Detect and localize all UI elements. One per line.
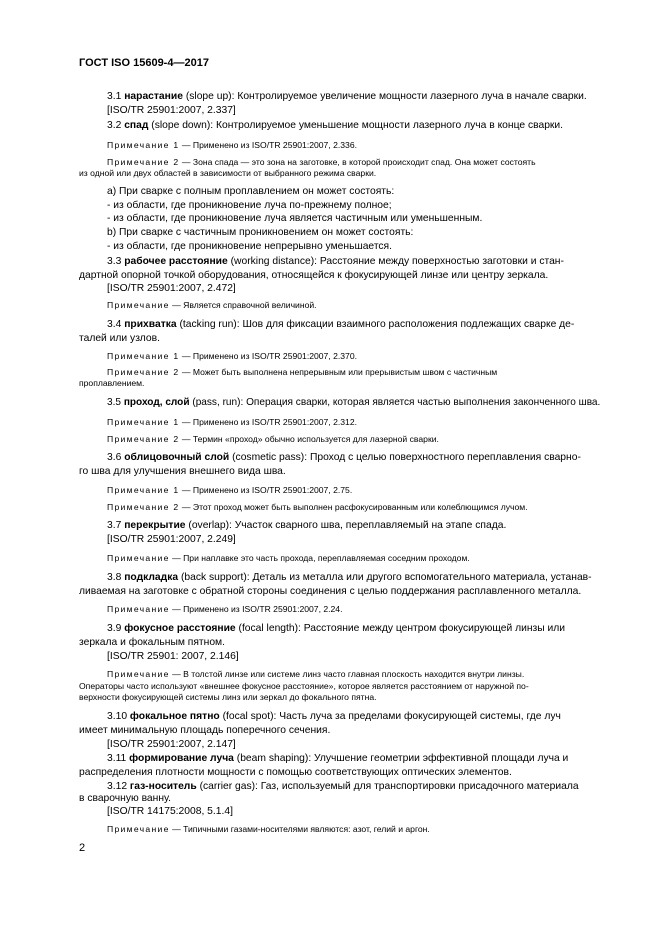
term-definition: (focal spot): Часть луча за пределами фокусирующей системы, где луч: [222, 711, 561, 722]
term-number: 3.5: [107, 397, 122, 408]
note: [107, 824, 430, 835]
term-definition-continuation: в сварочную ванну.: [79, 793, 172, 804]
note-label: Примечание 2: [107, 157, 180, 167]
term-reference: [ISO/TR 14175:2008, 5.1.4]: [107, 806, 233, 817]
list-item: - из области, где проникновение непрерывно уменьшается.: [107, 241, 392, 252]
term-definition-continuation: дартной опорной точкой оборудования, относящейся к фокусирующей линзе или центру зеркала.: [79, 270, 549, 281]
term-definition: (pass, run): Операция сварки, которая является частью выполнения законченного шва.: [192, 397, 601, 408]
note-text: — При наплавке это часть прохода, переплавляемая соседним проходом.: [172, 553, 470, 563]
term-definition: (back support): Деталь из металла или другого вспомогательного материала, устанав-: [180, 572, 592, 583]
note: [107, 669, 524, 680]
note: [107, 140, 357, 151]
term-3-8: [107, 572, 592, 584]
note-label: Примечание: [107, 824, 170, 834]
note-text: — Применено из ISO/TR 25901:2007, 2.336.: [181, 140, 358, 150]
note: [107, 553, 470, 564]
term-title: подкладка: [124, 572, 179, 583]
term-definition: (tacking run): Шов для фиксации взаимного расположения подлежащих сварке де-: [179, 319, 575, 330]
note-text: — Применено из ISO/TR 25901:2007, 2.312.: [181, 417, 358, 427]
note-text: — Применено из ISO/TR 25901:2007, 2.75.: [181, 485, 353, 495]
note-text: — Этот проход может быть выполнен расфокусированным или колеблющимся лучом.: [181, 502, 528, 512]
term-3-11: [107, 753, 568, 765]
note: [107, 367, 497, 378]
term-definition: (slope up): Контролируемое увеличение мощности лазерного луча в начале сварки.: [185, 91, 587, 102]
note-continuation: Операторы часто используют «внешнее фокусное расстояние», которое является расстоянием от наружной по-: [79, 681, 529, 691]
term-definition: (cosmetic pass): Проход с целью поверхностного переплавления сварно-: [232, 452, 581, 463]
term-title: проход, слой: [123, 397, 190, 408]
list-item: - из области, где проникновение луча по-прежнему полное;: [107, 200, 392, 211]
term-definition: (overlap): Участок сварного шва, переплавляемый на этапе спада.: [188, 520, 507, 531]
term-number: 3.7: [107, 520, 122, 531]
document-header: ГОСТ ISO 15609-4—2017: [79, 57, 209, 69]
term-number: 3.12: [107, 781, 128, 792]
term-definition-continuation: зеркала и фокальным пятном.: [79, 637, 226, 648]
note-text: — Применено из ISO/TR 25901:2007, 2.24.: [172, 604, 343, 614]
note-continuation: верхности фокусирующей системы линз или зеркал до фокального пятна.: [79, 692, 377, 702]
note: [107, 502, 528, 513]
note-text: — Термин «проход» обычно используется для лазерной сварки.: [181, 434, 439, 444]
term-title: перекрытие: [124, 520, 186, 531]
term-definition: (beam shaping): Улучшение геометрии эффективной площади луча и: [236, 753, 569, 764]
term-3-12: [107, 781, 579, 793]
note-continuation: из одной или двух областей в зависимости от выбранного режима сварки.: [79, 168, 377, 178]
note: [107, 485, 352, 496]
term-3-1: [107, 91, 587, 103]
list-item: b) При сварке с частичным проникновением он может состоять:: [107, 227, 414, 238]
note-label: Примечание 2: [107, 502, 180, 512]
term-title: спад: [124, 120, 149, 131]
note-label: Примечание 1: [107, 351, 180, 361]
page-number: 2: [79, 842, 86, 854]
note: [107, 157, 536, 168]
term-number: 3.6: [107, 452, 122, 463]
term-3-10: [107, 711, 561, 723]
term-definition-continuation: го шва для улучшения внешнего вида шва.: [79, 466, 286, 477]
term-title: прихватка: [124, 319, 177, 330]
note: [107, 417, 357, 428]
term-3-6: [107, 452, 581, 464]
list-item: - из области, где проникновение луча является частичным или уменьшенным.: [107, 213, 483, 224]
note-label: Примечание 2: [107, 434, 180, 444]
term-definition-continuation: распределения плотности мощности с помощью соответствующих оптических элементов.: [79, 767, 512, 778]
term-number: 3.11: [107, 753, 127, 764]
note-label: Примечание 1: [107, 485, 180, 495]
term-definition-continuation: ливаемая на заготовке с обратной стороны соединения с целью поддержания расплавленного металла.: [79, 586, 582, 597]
term-definition: (slope down): Контролируемое уменьшение мощности лазерного луча в конце сварки.: [151, 120, 564, 131]
note-label: Примечание 1: [107, 140, 180, 150]
note-continuation: проплавлением.: [79, 378, 145, 388]
note-label: Примечание: [107, 669, 170, 679]
term-reference: [ISO/TR 25901:2007, 2.337]: [107, 105, 236, 116]
note-label: Примечание 1: [107, 417, 180, 427]
note-text: — В толстой линзе или системе линз часто главная плоскость находится внутри линзы.: [172, 669, 525, 679]
term-number: 3.1: [107, 91, 122, 102]
term-reference: [ISO/TR 25901:2007, 2.472]: [107, 283, 236, 294]
note-text: — Может быть выполнена непрерывным или прерывистым швом с частичным: [181, 367, 498, 377]
term-definition-continuation: имеет минимальную площадь поперечного сечения.: [79, 725, 331, 736]
term-title: фокусное расстояние: [124, 623, 236, 634]
note-text: — Является справочной величиной.: [172, 300, 317, 310]
note-label: Примечание: [107, 553, 170, 563]
term-3-4: [107, 319, 574, 331]
term-reference: [ISO/TR 25901:2007, 2.249]: [107, 534, 236, 545]
term-definition: (working distance): Расстояние между поверхностью заготовки и стан-: [230, 256, 564, 267]
term-title: рабочее расстояние: [124, 256, 228, 267]
term-3-3: [107, 256, 564, 268]
term-3-7: [107, 520, 506, 532]
term-definition: (carrier gas): Газ, используемый для транспортировки присадочного материала: [199, 781, 579, 792]
note-text: — Применено из ISO/TR 25901:2007, 2.370.: [181, 351, 358, 361]
term-number: 3.9: [107, 623, 122, 634]
term-title: газ-носитель: [129, 781, 197, 792]
term-title: нарастание: [124, 91, 183, 102]
term-number: 3.10: [107, 711, 128, 722]
term-3-2: [107, 120, 563, 132]
term-definition-continuation: талей или узлов.: [79, 333, 160, 344]
term-title: фокальное пятно: [129, 711, 220, 722]
term-title: формирование луча: [129, 753, 234, 764]
note: [107, 434, 439, 445]
term-definition: (focal length): Расстояние между центром фокусирующей линзы или: [238, 623, 566, 634]
term-number: 3.2: [107, 120, 122, 131]
list-item: а) При сварке с полным проплавлением он может состоять:: [107, 186, 395, 197]
note: [107, 604, 342, 615]
note-label: Примечание: [107, 300, 170, 310]
note-text: — Зона спада — это зона на заготовке, в которой происходит спад. Она может состоять: [181, 157, 536, 167]
term-title: облицовочный слой: [124, 452, 230, 463]
term-3-5: [107, 397, 600, 409]
note-label: Примечание: [107, 604, 170, 614]
term-number: 3.8: [107, 572, 122, 583]
term-3-9: [107, 623, 565, 635]
term-number: 3.3: [107, 256, 122, 267]
note-text: — Типичными газами-носителями являются: азот, гелий и аргон.: [172, 824, 430, 834]
term-reference: [ISO/TR 25901:2007, 2.147]: [107, 739, 236, 750]
term-reference: [ISO/TR 25901: 2007, 2.146]: [107, 651, 239, 662]
term-number: 3.4: [107, 319, 122, 330]
note-label: Примечание 2: [107, 367, 180, 377]
note: [107, 300, 317, 311]
note: [107, 351, 357, 362]
